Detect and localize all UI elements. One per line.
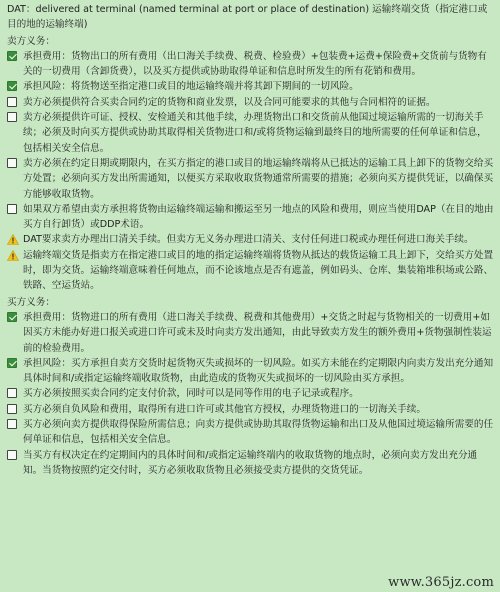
checked-box-icon[interactable] [7, 81, 17, 91]
list-item: 承担费用：货物出口的所有费用（出口海关手续费、税费、检验费）+包装费+运费+保险费+交货前与货物有关的一切费用（含卸货费），以及买方提供或协助取得单证和信息时所发生的所有花销和费用。 [7, 49, 494, 80]
list-item: 承担风险：买方承担自卖方交货时起货物灭失或损坏的一切风险。如买方未能在约定期限内向卖方发出充分通知具体时间和/或指定运输终端收取货物，由此造成的货物灭失或损坏的一切风险由买方承担。 [7, 356, 494, 387]
checkbox-icon[interactable] [7, 450, 17, 460]
checkbox-icon[interactable] [7, 204, 17, 214]
warning-item: DAT要求卖方办理出口清关手续。但卖方无义务办理进口清关、支付任何进口税或办理任何进口海关手续。 [7, 232, 494, 247]
seller-heading: 卖方义务： [7, 35, 55, 47]
checked-box-icon[interactable] [7, 358, 17, 368]
checkbox-icon[interactable] [7, 419, 17, 429]
list-item: 卖方必须在约定日期或期限内，在买方指定的港口或目的地运输终端将从已抵达的运输工具上卸下的货物交给买方处置；必须向买方发出所需通知，以便买方采取收取货物通常所需要的措施；必须向买方提供凭证，以确保买方能够收取货物。 [7, 156, 494, 202]
list-item: 买方必须自负风险和费用，取得所有进口许可或其他官方授权，办理货物进口的一切海关手续。 [7, 402, 494, 417]
buyer-list [7, 310, 494, 478]
list-item: 当买方有权决定在约定期间内的具体时间和/或指定运输终端内的收取货物的地点时，必须向卖方发出充分通知。当货物按照约定交付时，买方必须收取货物且必须接受卖方提供的交货凭证。 [7, 448, 494, 479]
list-item: 卖方必须提供许可证、授权、安检通关和其他手续，办理货物出口和交货前从他国过境运输所需的一切海关手续；必须及时向买方提供或协助其取得相关货物进口和/或将货物运输到最终目的地所需要的任何单证和信息，包括相关安全信息。 [7, 110, 494, 156]
list-item: 如果双方希望由卖方承担将货物由运输终端运输和搬运至另一地点的风险和费用，则应当使用DAP（在目的地由买方自行卸货）或DDP术语。 [7, 202, 494, 233]
checked-box-icon[interactable] [7, 312, 17, 322]
seller-list-1 [7, 49, 494, 294]
list-item: 买方必须向卖方提供取得保险所需信息；向卖方提供或协助其取得货物运输和出口及从他国过境运输所需要的任何单证和信息，包括相关安全信息。 [7, 417, 494, 448]
buyer-heading: 买方义务： [7, 296, 55, 308]
checked-box-icon[interactable] [7, 51, 17, 61]
list-item: 买方必须按照买卖合同约定支付价款，同时可以是同等作用的电子记录或程序。 [7, 386, 494, 401]
warning-icon [7, 234, 19, 245]
list-item: 承担费用：货物进口的所有费用（进口海关手续费、税费和其他费用）+交货之时起与货物相关的一切费用+如因买方未能办好进口报关或进口许可或未及时向卖方发出通知，由此导致卖方发生的额外费用+货物强制性装运前的检验费用。 [7, 310, 494, 356]
warning-icon [7, 250, 19, 261]
checkbox-icon[interactable] [7, 97, 17, 107]
checkbox-icon[interactable] [7, 158, 17, 168]
checkbox-icon[interactable] [7, 112, 17, 122]
list-item: 承担风险：将货物送至指定港口或目的地运输终端并将其卸下期间的一切风险。 [7, 79, 494, 94]
list-item: 卖方必须提供符合买卖合同约定的货物和商业发票，以及合同可能要求的其他与合同相符的证据。 [7, 95, 494, 110]
document-title: DAT：delivered at terminal (named terminal at port or place of destination) 运输终端交货（指定港口或目的地的运输终端) [7, 4, 488, 31]
checkbox-icon[interactable] [7, 404, 17, 414]
watermark: www.365jz.com [388, 574, 494, 590]
warning-item: 运输终端交货是指卖方在指定港口或目的地的指定运输终端将货物从抵达的载货运输工具上卸下，交给买方处置时，即为交货。运输终端意味着任何地点，而不论该地点是否有遮盖，例如码头、仓库、集装箱堆积场或公路、铁路、空运货站。 [7, 248, 494, 294]
checkbox-icon[interactable] [7, 388, 17, 398]
